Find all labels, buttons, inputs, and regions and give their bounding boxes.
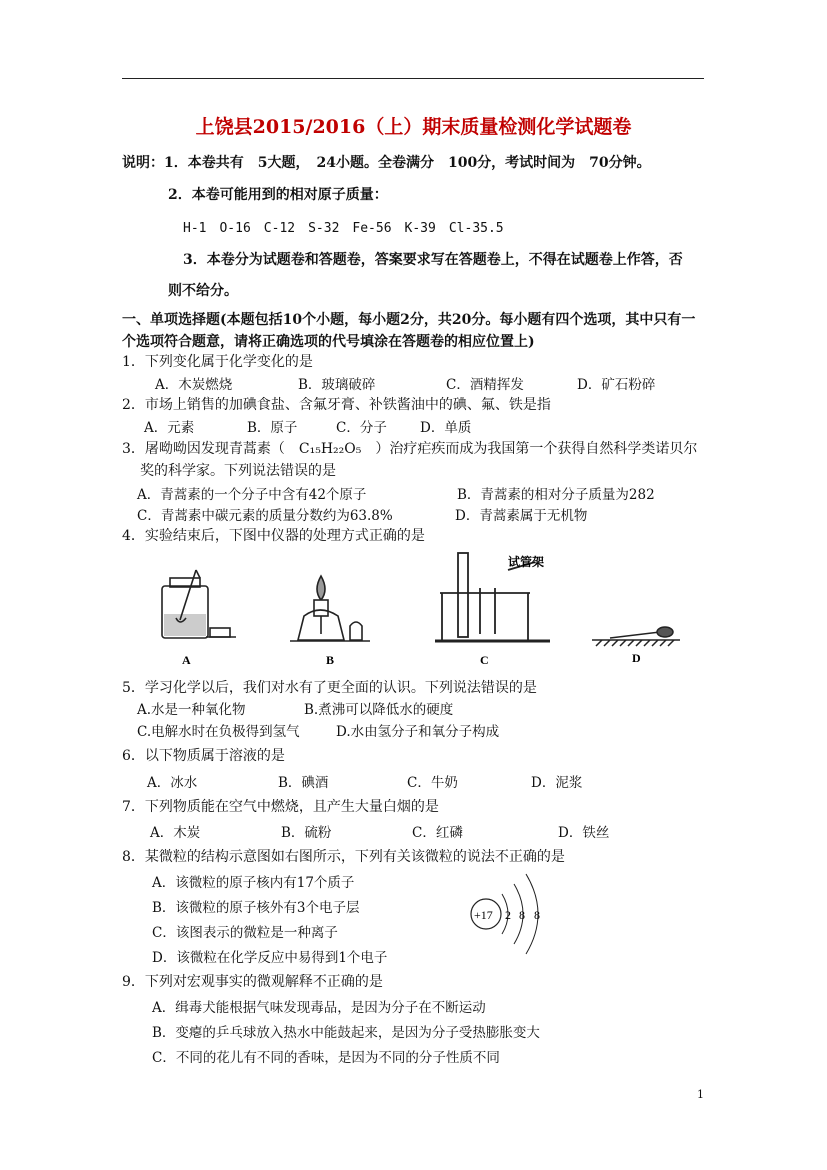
q8-stem: 8．某微粒的结构示意图如右图所示，下列有关该微粒的说法不正确的是 [122, 849, 565, 865]
q5-stem: 5．学习化学以后，我们对水有了更全面的认识。下列说法错误的是 [122, 680, 537, 696]
q8-option-b: B．该微粒的原子核外有3个电子层 [152, 900, 360, 916]
q7-stem: 7．下列物质能在空气中燃烧，且产生大量白烟的是 [122, 799, 439, 815]
q5-option-d: D.水由氢分子和氧分子构成 [336, 724, 500, 740]
q6-stem: 6．以下物质属于溶液的是 [122, 748, 285, 764]
q6-option-d: D．泥浆 [531, 775, 583, 791]
q2-option-a: A．元素 [144, 420, 195, 436]
q1-option-a: A．木炭燃烧 [155, 377, 233, 393]
lab-apparatus-figure [140, 548, 700, 670]
q1-stem: 1．下列变化属于化学变化的是 [122, 354, 313, 370]
page-number: 1 [697, 1088, 704, 1101]
q6-option-a: A．冰水 [147, 775, 198, 791]
q8-option-c: C．该图表示的微粒是一种离子 [152, 925, 338, 941]
q3-stem-line2: 奖的科学家。下列说法错误的是 [140, 463, 336, 479]
shell-2-electrons: 8 [519, 908, 525, 922]
q5-option-b: B.煮沸可以降低水的硬度 [304, 702, 454, 718]
section1-header-line1: 一、单项选择题(本题包括10个小题，每小题2分，共20分。每小题有四个选项，其中只有一 [122, 312, 696, 328]
q7-option-d: D．铁丝 [558, 825, 610, 841]
q4-stem: 4．实验结束后，下图中仪器的处理方式正确的是 [122, 528, 425, 544]
header-rule [122, 78, 704, 79]
instructions-line2: 2．本卷可能用到的相对原子质量： [168, 187, 388, 203]
nucleus-charge: +17 [474, 908, 493, 922]
q6-option-c: C．牛奶 [407, 775, 458, 791]
q8-option-a: A．该微粒的原子核内有17个质子 [152, 875, 355, 891]
page-title: 上饶县2015/2016（上）期末质量检测化学试题卷 [195, 116, 632, 138]
q3-option-a: A．青蒿素的一个分子中含有42个原子 [137, 487, 367, 503]
figure-b-alcohol-lamp [290, 576, 370, 641]
q5-option-c: C.电解水时在负极得到氢气 [137, 724, 300, 740]
instructions-line3a: 3．本卷分为试题卷和答题卷，答案要求写在答题卷上，不得在试题卷上作答，否 [183, 252, 683, 268]
section1-header-line2: 个选项符合题意，请将正确选项的代号填涂在答题卷的相应位置上) [122, 334, 535, 350]
q9-option-c: C．不同的花儿有不同的香味，是因为不同的分子性质不同 [152, 1050, 500, 1066]
shell-3-electrons: 8 [534, 908, 540, 922]
figure-label-a: A [182, 653, 191, 667]
q5-option-a: A.水是一种氧化物 [137, 702, 246, 718]
atomic-structure-diagram [462, 866, 562, 958]
atomic-masses: H-1 O-16 C-12 S-32 Fe-56 K-39 Cl-35.5 [183, 221, 504, 236]
q3-stem-line1: 3．屠呦呦因发现青蒿素（ C₁₅H₂₂O₅ ）治疗疟疾而成为我国第一个获得自然科学类诺贝尔 [122, 441, 698, 457]
q3-option-b: B．青蒿素的相对分子质量为282 [457, 487, 655, 503]
figure-a-bottle [162, 570, 236, 638]
q9-option-a: A．缉毒犬能根据气味发现毒品，是因为分子在不断运动 [152, 1000, 486, 1016]
q9-option-b: B．变瘪的乒乓球放入热水中能鼓起来，是因为分子受热膨胀变大 [152, 1025, 540, 1041]
q1-option-d: D．矿石粉碎 [577, 377, 656, 393]
q3-option-c: C．青蒿素中碳元素的质量分数约为63.8% [137, 508, 393, 524]
q6-option-b: B．碘酒 [278, 775, 329, 791]
q1-option-c: C．酒精挥发 [446, 377, 524, 393]
q2-option-c: C．分子 [336, 420, 387, 436]
q2-option-d: D．单质 [420, 420, 472, 436]
instructions-line1: 说明：1．本卷共有 5大题， 24小题。全卷满分 100分，考试时间为 70分钟。 [122, 155, 651, 171]
figure-d-tube-on-table [592, 627, 680, 646]
q8-option-d: D．该微粒在化学反应中易得到1个电子 [152, 950, 388, 966]
q7-option-c: C．红磷 [412, 825, 463, 841]
shell-1-electrons: 2 [505, 908, 511, 922]
q9-stem: 9．下列对宏观事实的微观解释不正确的是 [122, 974, 383, 990]
q2-option-b: B．原子 [247, 420, 298, 436]
q1-option-b: B．玻璃破碎 [298, 377, 376, 393]
figure-label-c: C [480, 653, 489, 667]
q7-option-b: B．硫粉 [281, 825, 332, 841]
q3-option-d: D．青蒿素属于无机物 [455, 508, 588, 524]
q2-stem: 2．市场上销售的加碘食盐、含氟牙膏、补铁酱油中的碘、氟、铁是指 [122, 397, 551, 413]
instructions-line3b: 则不给分。 [168, 283, 238, 299]
test-tube-rack-label: 试管架 [508, 555, 545, 569]
figure-label-b: B [326, 653, 335, 667]
figure-label-d: D [632, 651, 641, 665]
q7-option-a: A．木炭 [150, 825, 201, 841]
